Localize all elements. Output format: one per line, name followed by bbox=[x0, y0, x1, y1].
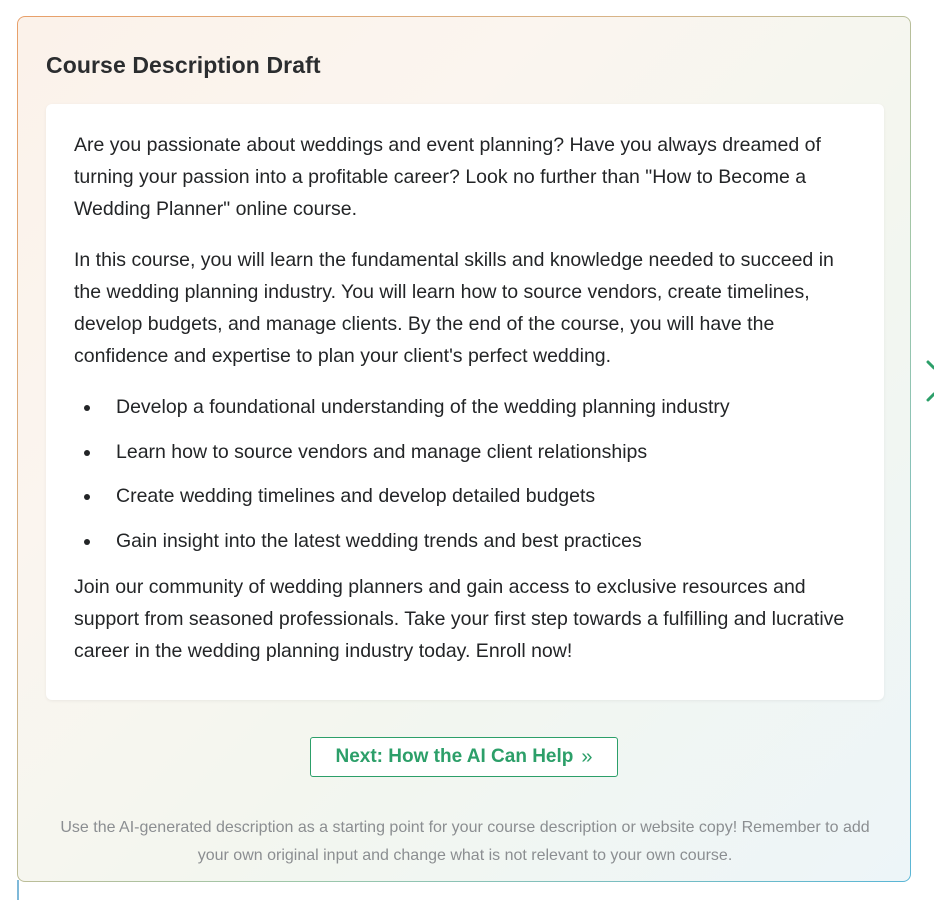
footer-hint: Use the AI-generated description as a starting point for your course description or website copy! Remember to add your own original input and change what is not relevant to your own course. bbox=[60, 819, 870, 864]
benefits-list bbox=[74, 391, 856, 557]
divider bbox=[17, 880, 19, 900]
list-item bbox=[74, 436, 856, 468]
list-item bbox=[74, 525, 856, 557]
card-title: Course Description Draft bbox=[46, 52, 321, 78]
list-item-text: Develop a foundational understanding of the wedding planning industry bbox=[116, 396, 730, 418]
list-item bbox=[74, 391, 856, 423]
list-item-text: Gain insight into the latest wedding trends and best practices bbox=[116, 529, 642, 552]
bullet-icon bbox=[84, 539, 90, 545]
description-text-box bbox=[46, 104, 884, 700]
list-item-text: Learn how to source vendors and manage client relationships bbox=[116, 440, 648, 463]
next-how-ai-can-help-button[interactable] bbox=[310, 737, 618, 777]
list-item bbox=[74, 480, 856, 512]
bullet-icon bbox=[84, 405, 90, 411]
bullet-icon bbox=[84, 450, 90, 456]
bullet-icon bbox=[84, 494, 90, 500]
description-paragraph: In this course, you will learn the fundamental skills and knowledge needed to succeed in the wedding planning industry. You will learn how to source vendors, create timelines, develop budgets, and manage clients. By the end of the course, you will have the confidence and expertise to plan your client's perfect wedding. bbox=[74, 249, 834, 367]
card-body bbox=[18, 17, 910, 881]
closing-paragraph: Join our community of wedding planners and gain access to exclusive resources and support from seasoned professionals. Take your first step towards a fulfilling and lucrative career in the wedding planning industry today. Enroll now! bbox=[74, 575, 845, 662]
collapse-chevrons-icon[interactable] bbox=[924, 358, 934, 406]
double-chevron-right-icon: » bbox=[581, 746, 593, 768]
course-description-card bbox=[17, 16, 911, 882]
list-item-text: Create wedding timelines and develop detailed budgets bbox=[116, 485, 596, 507]
next-button-label: Next: How the AI Can Help bbox=[335, 746, 574, 767]
description-paragraph: Are you passionate about weddings and event planning? Have you always dreamed of turning your passion into a profitable career? Look no further than "How to Become a Wedding Planner" online course. bbox=[74, 134, 821, 220]
